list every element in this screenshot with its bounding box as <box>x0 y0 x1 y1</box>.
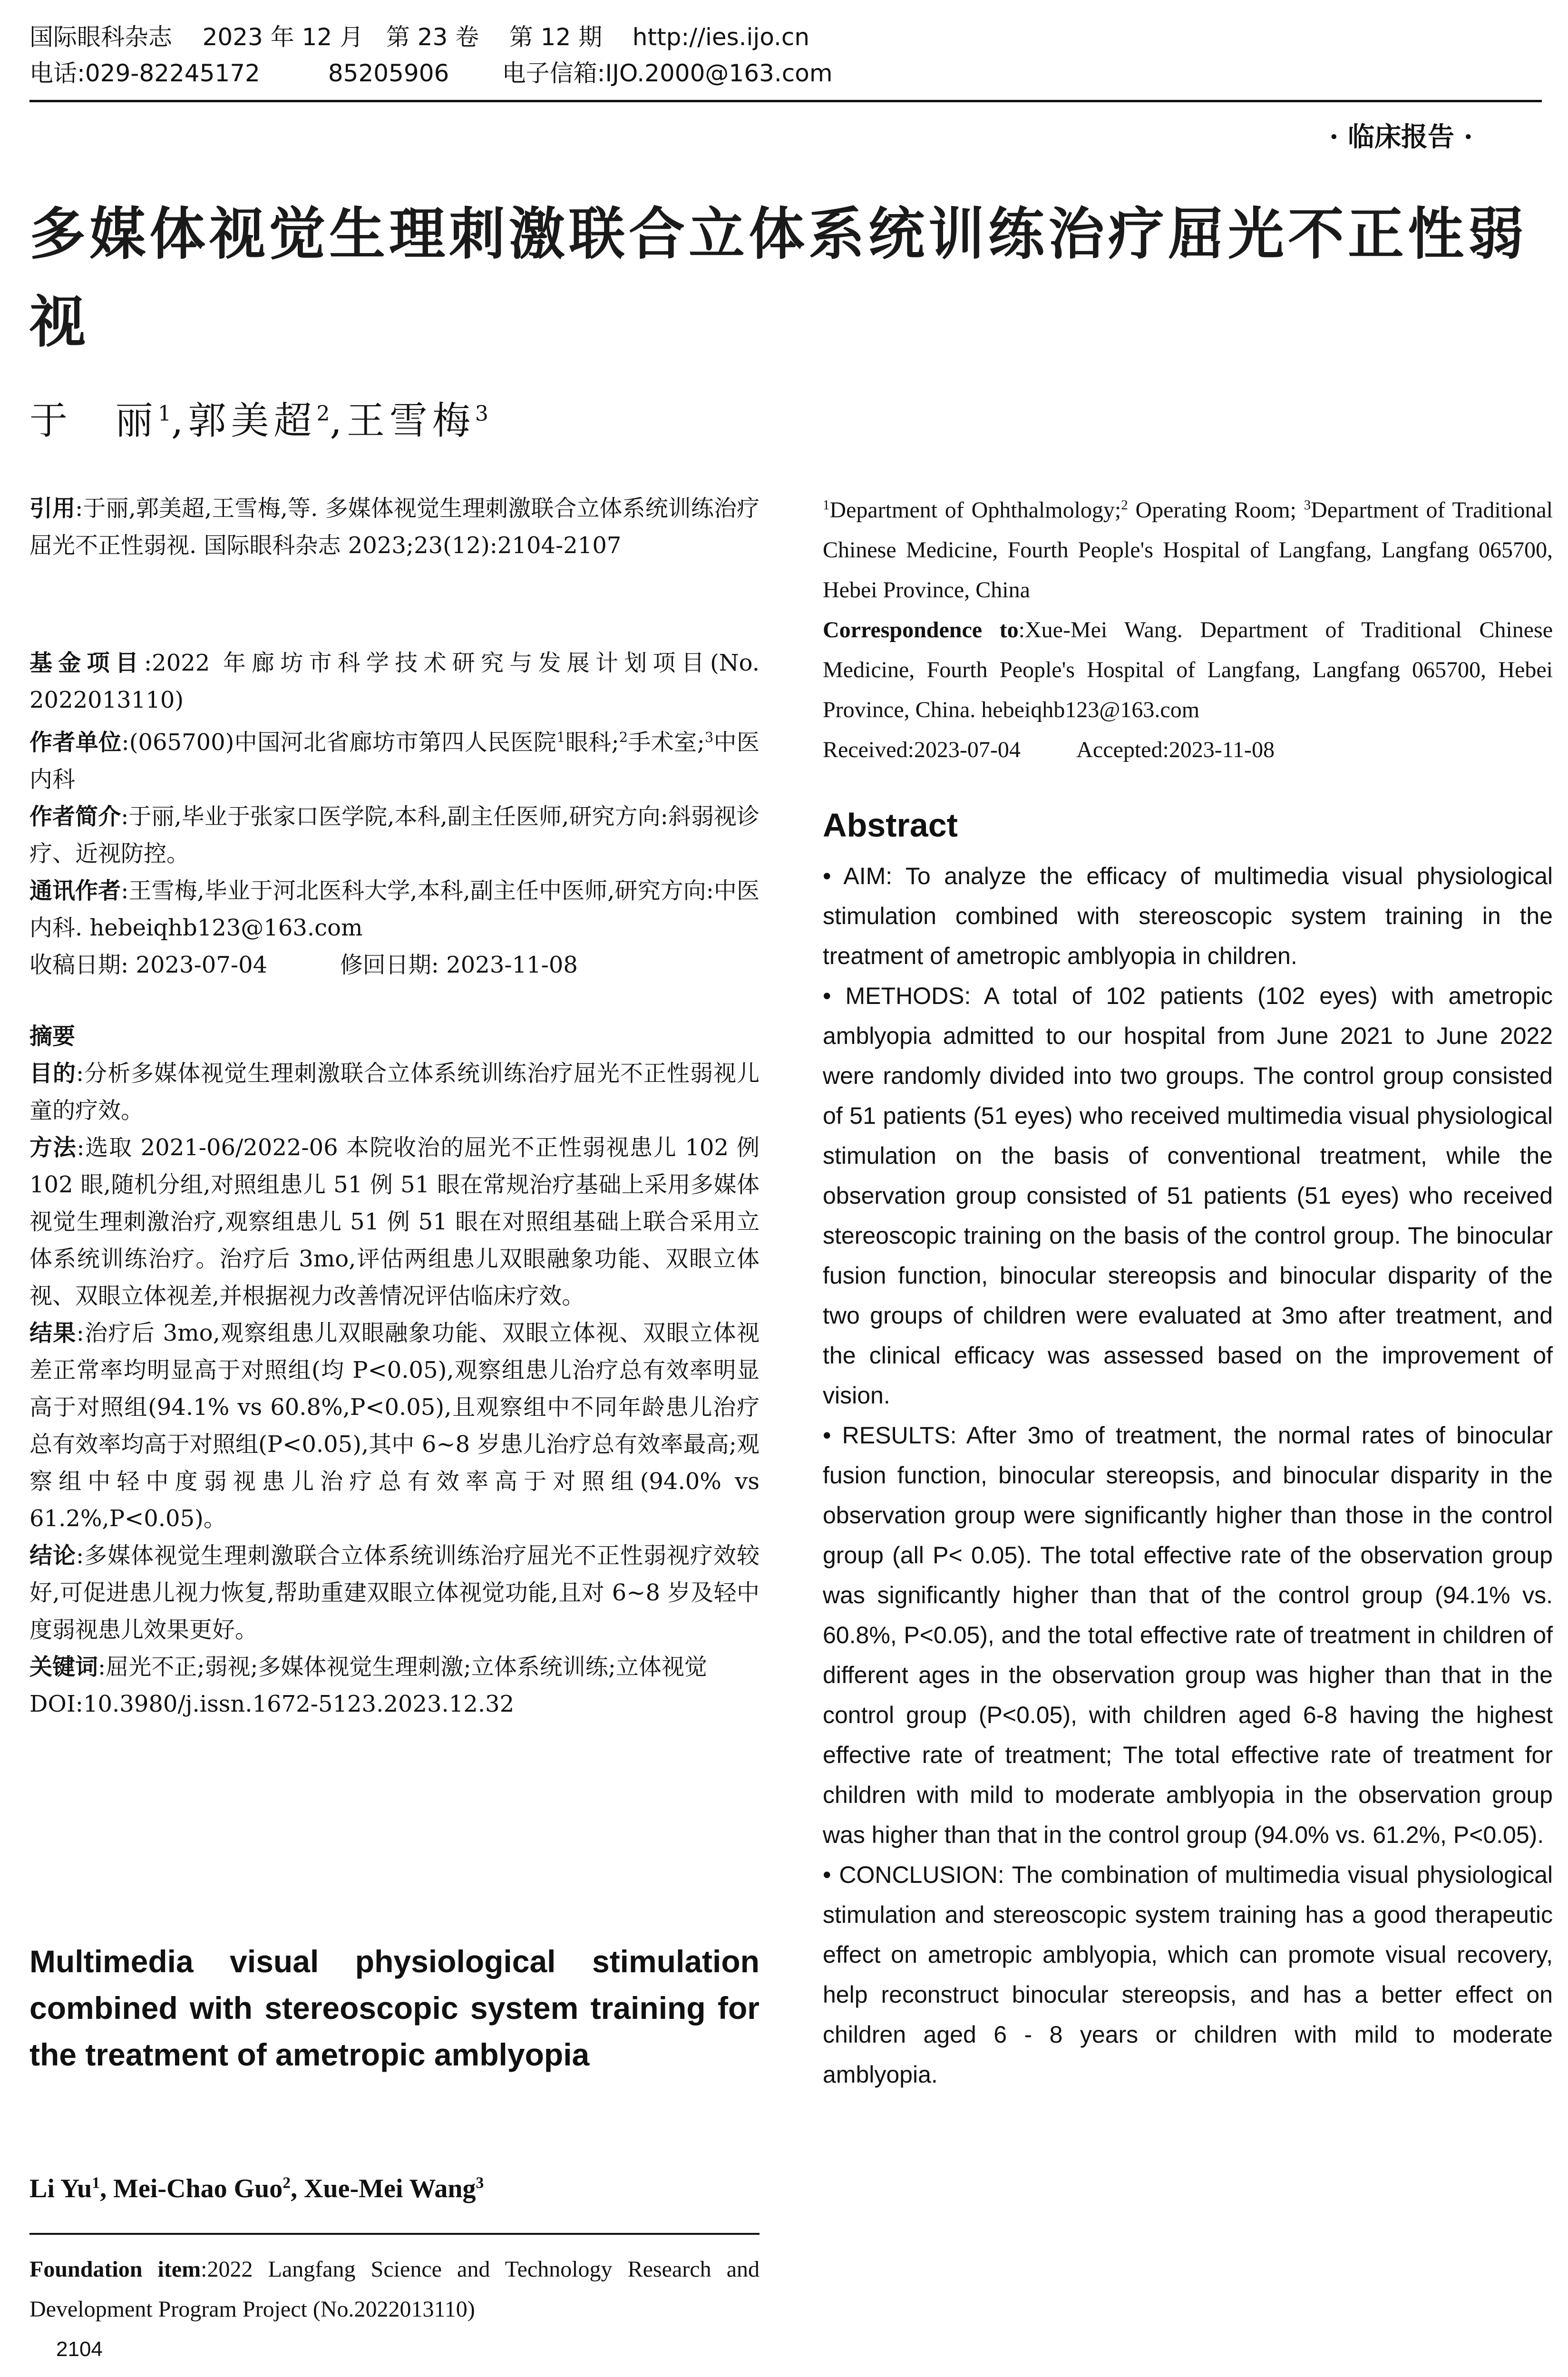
authors-cn <box>29 390 488 445</box>
foundation-label: Foundation item <box>29 2257 201 2282</box>
author-affil-mark: 3 <box>476 2174 484 2192</box>
section-label: · 临床报告 · <box>1329 121 1473 153</box>
author-affil-mark: 2 <box>316 401 330 426</box>
abstract-en-methods: • METHODS: A total of 102 patients (102 eyes) with ametropic amblyopia admitted to our hospital from June 2021 to June 2022 were randomly divided into two groups. The control group consisted of 51 patients (51 eyes) who received multimedia visual physiological stimulation on the basis of conventional treatment, while the observation group consisted of 51 patients (51 eyes) who received stereoscopic training on the basis of the control group. The binocular fusion function, binocular stereopsis and binocular disparity of the two groups of children were evaluated at 3mo after treatment, and the clinical efficacy was assessed based on the improvement of vision. <box>823 983 1553 1409</box>
page-number: 2104 <box>56 2338 103 2361</box>
affil-mark: 1 <box>556 729 565 745</box>
author-name-en: Li Yu <box>29 2174 92 2203</box>
author-affil-mark: 3 <box>475 401 488 426</box>
article-title-cn: 多媒体视觉生理刺激联合立体系统训练治疗屈光不正性弱视 <box>29 201 1528 355</box>
conclusion-text: :多媒体视觉生理刺激联合立体系统训练治疗屈光不正性弱视疗效较好,可促进患儿视力恢复,帮助重建双眼立体视觉功能,且对 6~8 岁及轻中度弱视患儿效果更好。 <box>29 1542 760 1643</box>
aim-label: 目的 <box>29 1060 76 1087</box>
author-name-en: , Mei-Chao Guo <box>100 2174 283 2203</box>
corr-label: 通讯作者 <box>29 877 121 904</box>
unit-text: 手术室; <box>628 729 705 756</box>
header-rule <box>29 100 1542 102</box>
journal-info-line: 国际眼科杂志 2023 年 12 月 第 23 卷 第 12 期 http://ies.ijo.cn <box>29 23 810 51</box>
abstract-cn <box>29 1018 760 1723</box>
correspondence-label: Correspondence to <box>823 617 1019 643</box>
abstract-en-conclusion: • CONCLUSION: The combination of multimedia visual physiological stimulation and stereoscopic system training has a good therapeutic effect on ametropic amblyopia, which can promote visual recovery, help reconstruct binocular stereopsis, and has a better effect on children aged 6 - 8 years or children with mild to moderate amblyopia. <box>823 1861 1553 2088</box>
abstract-en <box>823 856 1553 2094</box>
methods-text: :选取 2021-06/2022-06 本院收治的屈光不正性弱视患儿 102 例 102 眼,随机分组,对照组患儿 51 例 51 眼在常规治疗基础上采用多媒体视觉生理刺激治疗,观察组患儿 51 例 51 眼在对照组基础上联合采用立体系统训练治疗。治疗后 3mo,评估两组患儿双眼融象功能、双眼立体视、双眼立体视差,并根据视力改善情况评估临床疗效。 <box>29 1134 760 1309</box>
results-text: :治疗后 3mo,观察组患儿双眼融象功能、双眼立体视、双眼立体视差正常率均明显高于对照组(均 P<0.05),观察组患儿治疗总有效率明显高于对照组(94.1% vs 60.8%,P<0.05),且观察组中不同年龄患儿治疗总有效率均高于对照组(P<0.05),其中 6~8 岁患儿治疗总有效率最高;观察组中轻中度弱视患儿治疗总有效率高于对照组(94.0% vs 61.2%,P<0.05)。 <box>29 1320 760 1532</box>
doi: DOI:10.3980/j.issn.1672-5123.2023.12.32 <box>29 1691 515 1717</box>
footnote-rule <box>29 2233 760 2235</box>
unit-text: 眼科; <box>565 729 619 756</box>
corr-text: :王雪梅,毕业于河北医科大学,本科,副主任中医师,研究方向:中医内科. hebeiqhb123@163.com <box>29 877 760 941</box>
affil-mark: 3 <box>704 729 714 745</box>
citation-label: 引用 <box>29 495 76 522</box>
affil-mark: 2 <box>619 729 628 745</box>
affil-mark: 2 <box>1121 497 1128 513</box>
affil-text: Department of Traditional Chinese Medicine, Fourth People's Hospital of Langfang, Langfang 065700, Hebei Province, China <box>823 497 1553 603</box>
abstract-en-heading: Abstract <box>823 807 958 844</box>
affil-mark: 1 <box>823 497 830 513</box>
affil-mark: 3 <box>1304 497 1311 513</box>
author-name: 于 丽 <box>29 399 158 443</box>
contact-info-line: 电话:029-82245172 85205906 电子信箱:IJO.2000@163.com <box>29 59 833 87</box>
citation-block <box>29 490 760 564</box>
methods-label: 方法 <box>29 1134 77 1161</box>
abstract-en-aim: • AIM: To analyze the efficacy of multimedia visual physiological stimulation combined with stereoscopic system training in the treatment of ametropic amblyopia in children. <box>823 863 1553 969</box>
abstract-cn-heading: 摘要 <box>29 1023 76 1050</box>
abstract-en-results: • RESULTS: After 3mo of treatment, the normal rates of binocular fusion function, binocular stereopsis, and binocular disparity in the observation group were significantly higher than those in the control group (all P< 0.05). The total effective rate of the observation group was significantly higher than that of the control group (94.1% vs. 60.8%, P<0.05), and the total effective rate of treatment in children of different ages in the observation group was higher than that in the control group (P<0.05), with children aged 6-8 having the highest effective rate of treatment; The total effective rate of treatment for children with mild to moderate amblyopia in the observation group was higher than that in the control group (94.0% vs. 61.2%, P<0.05). <box>823 1422 1553 1848</box>
affiliations-en <box>823 485 1553 770</box>
fund-label: 基金项目 <box>29 650 144 676</box>
keywords-label: 关键词 <box>29 1654 98 1680</box>
author-name: ,王雪梅 <box>330 399 475 443</box>
author-name: ,郭美超 <box>171 399 317 443</box>
revised-date: 修回日期: 2023-11-08 <box>340 952 578 978</box>
author-affil-mark: 1 <box>92 2174 100 2192</box>
article-title-en: Multimedia visual physiological stimulation combined with stereoscopic system training for the treatment of ametropic amblyopia <box>29 1944 760 2072</box>
author-affil-mark: 1 <box>158 401 171 426</box>
correspondence-text: :Xue-Mei Wang. Department of Traditional Chinese Medicine, Fourth People's Hospital of Langfang, Langfang 065700, Hebei Province, China. hebeiqhb123@163.com <box>823 617 1553 722</box>
author-affil-mark: 2 <box>282 2174 291 2192</box>
received-date: 收稿日期: 2023-07-04 <box>29 952 268 978</box>
bio-label: 作者简介 <box>29 803 121 830</box>
bio-text: :于丽,毕业于张家口医学院,本科,副主任医师,研究方向:斜弱视诊疗、近视防控。 <box>29 803 760 867</box>
affil-text: Operating Room; <box>1128 497 1304 523</box>
authors-en <box>29 2173 760 2204</box>
affil-text: Department of Ophthalmology; <box>829 497 1121 523</box>
results-label: 结果 <box>29 1320 77 1346</box>
unit-text: :(065700)中国河北省廊坊市第四人民医院 <box>121 729 557 756</box>
running-header <box>29 19 1551 102</box>
foundation-text: :2022 Langfang Science and Technology Research and Development Program Project (No.2022013110) <box>29 2257 760 2322</box>
conclusion-label: 结论 <box>29 1542 76 1569</box>
unit-label: 作者单位 <box>29 729 122 756</box>
author-name-en: , Xue-Mei Wang <box>291 2174 476 2203</box>
keywords-text: :屈光不正;弱视;多媒体视觉生理刺激;立体系统训练;立体视觉 <box>98 1654 707 1680</box>
article-info-block <box>29 644 760 984</box>
unit-text: 中医内科 <box>29 729 760 793</box>
fund-text: :2022 年廊坊市科学技术研究与发展计划项目(No. 2022013110) <box>29 650 760 713</box>
citation-text: :于丽,郭美超,王雪梅,等. 多媒体视觉生理刺激联合立体系统训练治疗屈光不正性弱视. 国际眼科杂志 2023;23(12):2104-2107 <box>29 495 760 559</box>
foundation-item <box>29 2250 760 2329</box>
received-date-en: Received:2023-07-04 <box>823 737 1021 762</box>
aim-text: :分析多媒体视觉生理刺激联合立体系统训练治疗屈光不正性弱视儿童的疗效。 <box>29 1060 760 1124</box>
accepted-date-en: Accepted:2023-11-08 <box>1076 737 1275 762</box>
